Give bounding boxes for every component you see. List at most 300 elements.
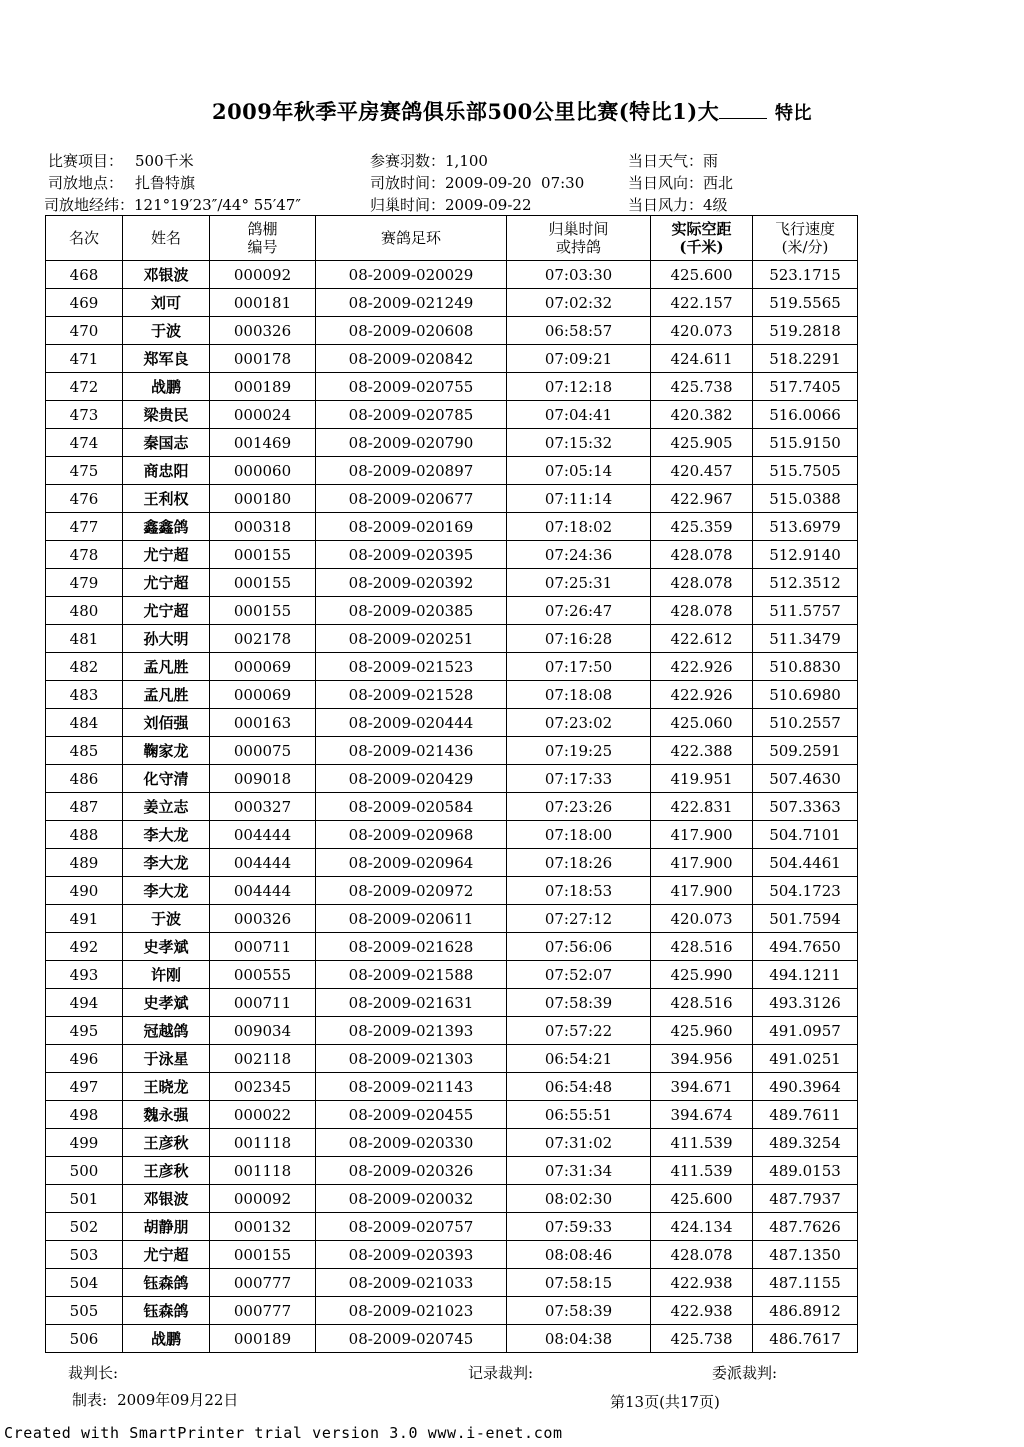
cell-rank: 493	[46, 961, 123, 989]
cell-speed: 515.0388	[753, 485, 858, 513]
cell-distance: 417.900	[651, 877, 753, 905]
cell-speed: 491.0957	[753, 1017, 858, 1045]
info-weather: 当日天气：雨	[628, 152, 719, 170]
cell-rank: 495	[46, 1017, 123, 1045]
cell-ring: 08-2009-020611	[316, 905, 507, 933]
table-row	[46, 513, 858, 541]
cell-name: 孟凡胜	[123, 653, 210, 681]
cell-speed: 510.2557	[753, 709, 858, 737]
cell-name: 于波	[123, 317, 210, 345]
cell-distance: 422.612	[651, 625, 753, 653]
table-row	[46, 541, 858, 569]
cell-loft-number: 000189	[210, 373, 316, 401]
table-row	[46, 821, 858, 849]
cell-loft-number: 009018	[210, 765, 316, 793]
cell-speed: 501.7594	[753, 905, 858, 933]
cell-return-time: 07:09:21	[507, 345, 651, 373]
cell-return-time: 07:24:36	[507, 541, 651, 569]
table-row	[46, 737, 858, 765]
table-row	[46, 765, 858, 793]
cell-speed: 515.7505	[753, 457, 858, 485]
table-row	[46, 1241, 858, 1269]
cell-ring: 08-2009-020790	[316, 429, 507, 457]
cell-speed: 493.3126	[753, 989, 858, 1017]
cell-ring: 08-2009-020392	[316, 569, 507, 597]
cell-name: 邓银波	[123, 1185, 210, 1213]
cell-speed: 516.0066	[753, 401, 858, 429]
cell-distance: 420.457	[651, 457, 753, 485]
cell-rank: 506	[46, 1325, 123, 1353]
cell-return-time: 07:18:53	[507, 877, 651, 905]
footer-assigned-judge: 委派裁判:	[712, 1364, 778, 1382]
cell-name: 秦国志	[123, 429, 210, 457]
cell-return-time: 08:08:46	[507, 1241, 651, 1269]
cell-rank: 474	[46, 429, 123, 457]
cell-loft-number: 002118	[210, 1045, 316, 1073]
cell-rank: 505	[46, 1297, 123, 1325]
cell-name: 战鹏	[123, 1325, 210, 1353]
cell-rank: 468	[46, 261, 123, 289]
cell-return-time: 07:17:50	[507, 653, 651, 681]
cell-distance: 428.516	[651, 989, 753, 1017]
cell-name: 李大龙	[123, 877, 210, 905]
cell-return-time: 07:03:30	[507, 261, 651, 289]
cell-ring: 08-2009-020393	[316, 1241, 507, 1269]
cell-speed: 504.4461	[753, 849, 858, 877]
cell-distance: 394.671	[651, 1073, 753, 1101]
cell-ring: 08-2009-021023	[316, 1297, 507, 1325]
cell-loft-number: 000555	[210, 961, 316, 989]
cell-ring: 08-2009-020455	[316, 1101, 507, 1129]
table-row	[46, 289, 858, 317]
info-release-time: 司放时间：2009-09-20 07:30	[370, 174, 585, 192]
cell-loft-number: 000326	[210, 317, 316, 345]
cell-rank: 504	[46, 1269, 123, 1297]
title-main: 2009年秋季平房赛鸽俱乐部500公里比赛(特比1)大	[211, 99, 720, 124]
cell-rank: 494	[46, 989, 123, 1017]
cell-rank: 492	[46, 933, 123, 961]
cell-return-time: 07:16:28	[507, 625, 651, 653]
cell-loft-number: 000155	[210, 1241, 316, 1269]
cell-loft-number: 000069	[210, 653, 316, 681]
cell-ring: 08-2009-020897	[316, 457, 507, 485]
cell-distance: 425.960	[651, 1017, 753, 1045]
cell-rank: 473	[46, 401, 123, 429]
cell-distance: 425.060	[651, 709, 753, 737]
cell-rank: 479	[46, 569, 123, 597]
cell-name: 鞠家龙	[123, 737, 210, 765]
cell-return-time: 07:23:26	[507, 793, 651, 821]
cell-distance: 394.674	[651, 1101, 753, 1129]
table-row	[46, 1101, 858, 1129]
cell-speed: 489.7611	[753, 1101, 858, 1129]
trial-watermark: Created with SmartPrinter trial version 3.0 www.i-enet.com	[4, 1424, 563, 1442]
cell-return-time: 06:54:48	[507, 1073, 651, 1101]
cell-speed: 486.7617	[753, 1325, 858, 1353]
cell-ring: 08-2009-021628	[316, 933, 507, 961]
cell-speed: 491.0251	[753, 1045, 858, 1073]
cell-name: 许刚	[123, 961, 210, 989]
info-event: 比赛项目： 500千米	[48, 152, 194, 170]
cell-return-time: 07:23:02	[507, 709, 651, 737]
cell-name: 孟凡胜	[123, 681, 210, 709]
cell-rank: 501	[46, 1185, 123, 1213]
cell-loft-number: 000189	[210, 1325, 316, 1353]
cell-return-time: 07:58:39	[507, 989, 651, 1017]
cell-speed: 487.1155	[753, 1269, 858, 1297]
cell-ring: 08-2009-020032	[316, 1185, 507, 1213]
cell-return-time: 07:15:32	[507, 429, 651, 457]
cell-distance: 422.831	[651, 793, 753, 821]
cell-speed: 489.0153	[753, 1157, 858, 1185]
cell-return-time: 07:17:33	[507, 765, 651, 793]
cell-loft-number: 000180	[210, 485, 316, 513]
cell-loft-number: 000155	[210, 597, 316, 625]
cell-distance: 422.938	[651, 1269, 753, 1297]
cell-name: 战鹏	[123, 373, 210, 401]
cell-return-time: 07:18:08	[507, 681, 651, 709]
cell-speed: 519.5565	[753, 289, 858, 317]
cell-loft-number: 001118	[210, 1129, 316, 1157]
footer-record-judge: 记录裁判:	[468, 1364, 534, 1382]
cell-speed: 511.3479	[753, 625, 858, 653]
table-row	[46, 401, 858, 429]
cell-ring: 08-2009-020842	[316, 345, 507, 373]
table-row	[46, 1269, 858, 1297]
cell-name: 李大龙	[123, 849, 210, 877]
cell-ring: 08-2009-020395	[316, 541, 507, 569]
cell-distance: 428.078	[651, 569, 753, 597]
table-row	[46, 1073, 858, 1101]
cell-speed: 517.7405	[753, 373, 858, 401]
cell-return-time: 07:18:00	[507, 821, 651, 849]
cell-return-time: 07:52:07	[507, 961, 651, 989]
table-row	[46, 345, 858, 373]
table-row	[46, 793, 858, 821]
cell-loft-number: 000155	[210, 569, 316, 597]
cell-rank: 497	[46, 1073, 123, 1101]
cell-ring: 08-2009-020608	[316, 317, 507, 345]
table-row	[46, 989, 858, 1017]
table-header-row	[46, 216, 858, 261]
cell-return-time: 07:19:25	[507, 737, 651, 765]
cell-distance: 428.078	[651, 541, 753, 569]
title-blank	[719, 100, 767, 119]
cell-distance: 425.600	[651, 1185, 753, 1213]
cell-ring: 08-2009-020755	[316, 373, 507, 401]
cell-return-time: 06:55:51	[507, 1101, 651, 1129]
table-row	[46, 1045, 858, 1073]
table-row	[46, 317, 858, 345]
cell-distance: 394.956	[651, 1045, 753, 1073]
table-row	[46, 485, 858, 513]
cell-return-time: 06:58:57	[507, 317, 651, 345]
cell-loft-number: 000318	[210, 513, 316, 541]
cell-ring: 08-2009-020251	[316, 625, 507, 653]
cell-rank: 499	[46, 1129, 123, 1157]
cell-ring: 08-2009-020757	[316, 1213, 507, 1241]
cell-loft-number: 004444	[210, 849, 316, 877]
cell-speed: 511.5757	[753, 597, 858, 625]
cell-rank: 496	[46, 1045, 123, 1073]
cell-name: 李大龙	[123, 821, 210, 849]
cell-speed: 512.9140	[753, 541, 858, 569]
header-name: 姓名	[123, 216, 210, 261]
cell-speed: 490.3964	[753, 1073, 858, 1101]
cell-ring: 08-2009-021528	[316, 681, 507, 709]
cell-distance: 428.078	[651, 597, 753, 625]
cell-speed: 504.1723	[753, 877, 858, 905]
cell-distance: 428.078	[651, 1241, 753, 1269]
cell-ring: 08-2009-020968	[316, 821, 507, 849]
cell-rank: 469	[46, 289, 123, 317]
header-ring: 赛鸽足环	[316, 216, 507, 261]
cell-distance: 424.611	[651, 345, 753, 373]
cell-speed: 487.7937	[753, 1185, 858, 1213]
cell-ring: 08-2009-020444	[316, 709, 507, 737]
table-row	[46, 709, 858, 737]
cell-distance: 417.900	[651, 849, 753, 877]
cell-loft-number: 000777	[210, 1297, 316, 1325]
cell-loft-number: 000777	[210, 1269, 316, 1297]
cell-return-time: 07:56:06	[507, 933, 651, 961]
cell-loft-number: 000092	[210, 261, 316, 289]
cell-loft-number: 000711	[210, 989, 316, 1017]
cell-return-time: 07:58:39	[507, 1297, 651, 1325]
cell-return-time: 08:02:30	[507, 1185, 651, 1213]
table-row	[46, 681, 858, 709]
cell-distance: 425.905	[651, 429, 753, 457]
page-title	[0, 96, 1024, 126]
table-row	[46, 1325, 858, 1353]
cell-distance: 422.938	[651, 1297, 753, 1325]
cell-return-time: 07:18:02	[507, 513, 651, 541]
cell-speed: 487.1350	[753, 1241, 858, 1269]
cell-speed: 504.7101	[753, 821, 858, 849]
cell-ring: 08-2009-021436	[316, 737, 507, 765]
table-row	[46, 1017, 858, 1045]
cell-rank: 500	[46, 1157, 123, 1185]
cell-speed: 512.3512	[753, 569, 858, 597]
cell-speed: 513.6979	[753, 513, 858, 541]
table-row	[46, 261, 858, 289]
header-loft-number: 鸽棚 编号	[210, 216, 316, 261]
cell-distance: 422.967	[651, 485, 753, 513]
cell-loft-number: 001118	[210, 1157, 316, 1185]
cell-name: 于泳星	[123, 1045, 210, 1073]
table-row	[46, 457, 858, 485]
cell-distance: 425.738	[651, 373, 753, 401]
cell-loft-number: 002178	[210, 625, 316, 653]
cell-return-time: 07:59:33	[507, 1213, 651, 1241]
table-row	[46, 1129, 858, 1157]
table-row	[46, 1157, 858, 1185]
cell-speed: 510.6980	[753, 681, 858, 709]
cell-name: 尤宁超	[123, 541, 210, 569]
cell-ring: 08-2009-021033	[316, 1269, 507, 1297]
cell-ring: 08-2009-021143	[316, 1073, 507, 1101]
cell-loft-number: 004444	[210, 821, 316, 849]
cell-loft-number: 000132	[210, 1213, 316, 1241]
cell-loft-number: 000711	[210, 933, 316, 961]
cell-ring: 08-2009-021588	[316, 961, 507, 989]
cell-distance: 425.359	[651, 513, 753, 541]
info-release-site: 司放地点： 扎鲁特旗	[48, 174, 196, 192]
info-wind-direction: 当日风向：西北	[628, 174, 734, 192]
cell-rank: 472	[46, 373, 123, 401]
footer-chief-judge: 裁判长:	[68, 1364, 119, 1382]
table-row	[46, 653, 858, 681]
table-row	[46, 849, 858, 877]
cell-loft-number: 000075	[210, 737, 316, 765]
cell-distance: 411.539	[651, 1157, 753, 1185]
cell-return-time: 07:26:47	[507, 597, 651, 625]
cell-name: 尤宁超	[123, 569, 210, 597]
cell-ring: 08-2009-021393	[316, 1017, 507, 1045]
cell-return-time: 07:12:18	[507, 373, 651, 401]
cell-name: 刘佰强	[123, 709, 210, 737]
cell-ring: 08-2009-020169	[316, 513, 507, 541]
cell-name: 化守清	[123, 765, 210, 793]
cell-rank: 475	[46, 457, 123, 485]
cell-return-time: 07:31:02	[507, 1129, 651, 1157]
cell-name: 刘可	[123, 289, 210, 317]
table-row	[46, 1297, 858, 1325]
cell-loft-number: 001469	[210, 429, 316, 457]
cell-speed: 515.9150	[753, 429, 858, 457]
cell-name: 冠越鸽	[123, 1017, 210, 1045]
cell-loft-number: 000181	[210, 289, 316, 317]
cell-loft-number: 000022	[210, 1101, 316, 1129]
cell-ring: 08-2009-020964	[316, 849, 507, 877]
cell-return-time: 08:04:38	[507, 1325, 651, 1353]
cell-speed: 519.2818	[753, 317, 858, 345]
cell-rank: 471	[46, 345, 123, 373]
cell-loft-number: 000326	[210, 905, 316, 933]
cell-ring: 08-2009-020677	[316, 485, 507, 513]
cell-rank: 488	[46, 821, 123, 849]
cell-ring: 08-2009-021523	[316, 653, 507, 681]
cell-name: 钰森鸽	[123, 1269, 210, 1297]
cell-ring: 08-2009-020326	[316, 1157, 507, 1185]
cell-speed: 518.2291	[753, 345, 858, 373]
cell-speed: 494.1211	[753, 961, 858, 989]
cell-rank: 484	[46, 709, 123, 737]
cell-rank: 503	[46, 1241, 123, 1269]
info-return-date: 归巢时间：2009-09-22	[370, 196, 532, 214]
cell-loft-number: 000092	[210, 1185, 316, 1213]
cell-loft-number: 002345	[210, 1073, 316, 1101]
cell-rank: 481	[46, 625, 123, 653]
table-row	[46, 1185, 858, 1213]
cell-distance: 422.157	[651, 289, 753, 317]
cell-speed: 510.8830	[753, 653, 858, 681]
table-row	[46, 1213, 858, 1241]
table-row	[46, 597, 858, 625]
cell-loft-number: 009034	[210, 1017, 316, 1045]
title-suffix: 特比	[775, 103, 813, 124]
cell-return-time: 07:58:15	[507, 1269, 651, 1297]
cell-rank: 491	[46, 905, 123, 933]
cell-name: 商忠阳	[123, 457, 210, 485]
table-row	[46, 373, 858, 401]
cell-rank: 502	[46, 1213, 123, 1241]
header-speed: 飞行速度 (米/分)	[753, 216, 858, 261]
cell-distance: 420.073	[651, 317, 753, 345]
cell-distance: 411.539	[651, 1129, 753, 1157]
cell-distance: 417.900	[651, 821, 753, 849]
cell-name: 王晓龙	[123, 1073, 210, 1101]
cell-rank: 487	[46, 793, 123, 821]
cell-return-time: 07:31:34	[507, 1157, 651, 1185]
info-wind-force: 当日风力：4级	[628, 196, 728, 214]
cell-name: 史孝斌	[123, 989, 210, 1017]
header-return-time: 归巢时间 或持鸽	[507, 216, 651, 261]
cell-rank: 478	[46, 541, 123, 569]
footer-made-by: 制表: 2009年09月22日	[72, 1391, 239, 1409]
cell-distance: 428.516	[651, 933, 753, 961]
results-table	[45, 215, 858, 1353]
cell-name: 郑军良	[123, 345, 210, 373]
table-row	[46, 961, 858, 989]
cell-name: 史孝斌	[123, 933, 210, 961]
cell-ring: 08-2009-020330	[316, 1129, 507, 1157]
cell-speed: 523.1715	[753, 261, 858, 289]
cell-name: 魏永强	[123, 1101, 210, 1129]
cell-name: 尤宁超	[123, 1241, 210, 1269]
info-coordinates: 司放地经纬：121°19′23″/44° 55′47″	[44, 196, 301, 214]
footer-page-number: 第13页(共17页)	[610, 1393, 720, 1411]
cell-rank: 477	[46, 513, 123, 541]
cell-loft-number: 000060	[210, 457, 316, 485]
cell-ring: 08-2009-020385	[316, 597, 507, 625]
cell-distance: 425.990	[651, 961, 753, 989]
table-row	[46, 933, 858, 961]
cell-loft-number: 000024	[210, 401, 316, 429]
table-row	[46, 877, 858, 905]
cell-ring: 08-2009-020785	[316, 401, 507, 429]
cell-loft-number: 000178	[210, 345, 316, 373]
cell-ring: 08-2009-021249	[316, 289, 507, 317]
table-row	[46, 569, 858, 597]
cell-rank: 489	[46, 849, 123, 877]
cell-return-time: 07:11:14	[507, 485, 651, 513]
cell-speed: 494.7650	[753, 933, 858, 961]
cell-distance: 422.926	[651, 653, 753, 681]
cell-name: 邓银波	[123, 261, 210, 289]
cell-return-time: 07:25:31	[507, 569, 651, 597]
cell-return-time: 07:18:26	[507, 849, 651, 877]
cell-name: 王彦秋	[123, 1129, 210, 1157]
cell-ring: 08-2009-021303	[316, 1045, 507, 1073]
cell-name: 钰森鸽	[123, 1297, 210, 1325]
cell-ring: 08-2009-021631	[316, 989, 507, 1017]
cell-name: 鑫鑫鸽	[123, 513, 210, 541]
cell-rank: 480	[46, 597, 123, 625]
cell-distance: 422.388	[651, 737, 753, 765]
cell-loft-number: 004444	[210, 877, 316, 905]
cell-rank: 476	[46, 485, 123, 513]
cell-speed: 489.3254	[753, 1129, 858, 1157]
cell-distance: 425.738	[651, 1325, 753, 1353]
cell-rank: 498	[46, 1101, 123, 1129]
cell-speed: 507.3363	[753, 793, 858, 821]
cell-name: 孙大明	[123, 625, 210, 653]
header-distance: 实际空距 (千米)	[651, 216, 753, 261]
cell-distance: 424.134	[651, 1213, 753, 1241]
cell-loft-number: 000327	[210, 793, 316, 821]
cell-name: 梁贵民	[123, 401, 210, 429]
